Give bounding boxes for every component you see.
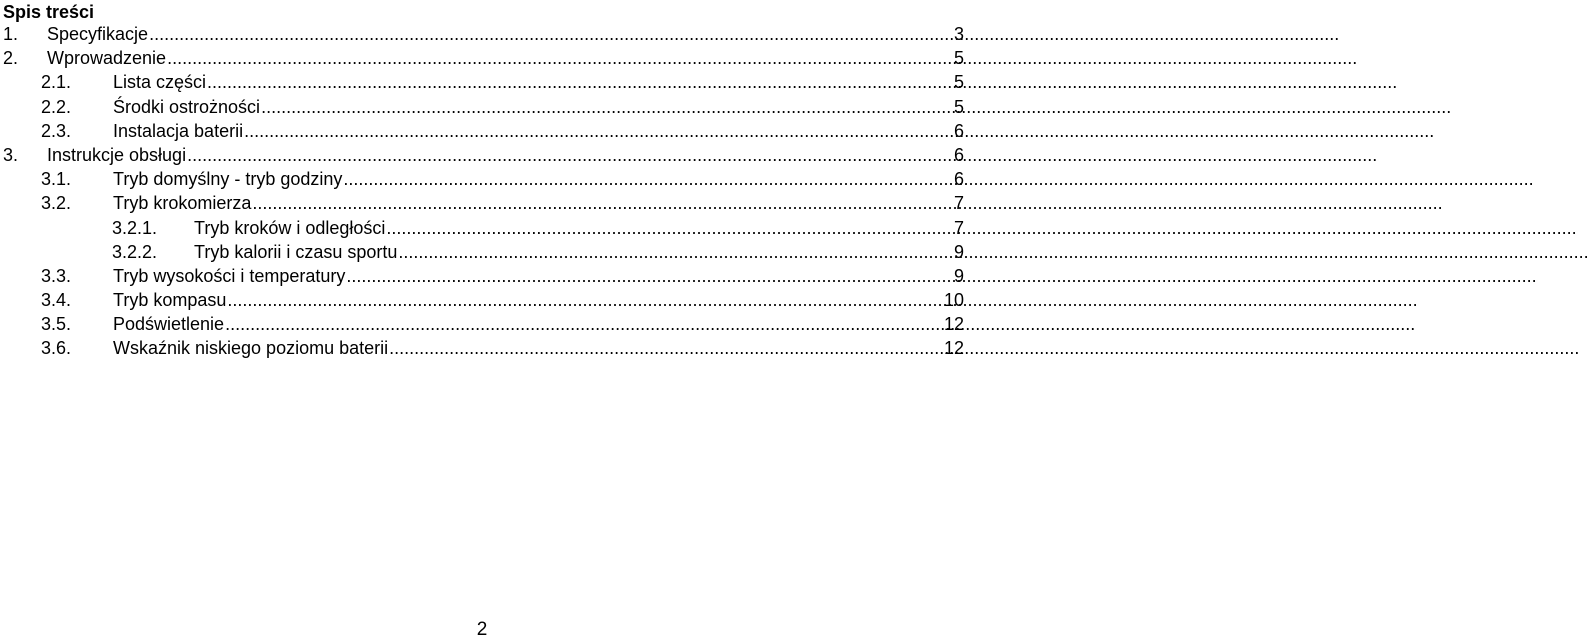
toc-entry-number: 3.3. <box>41 265 72 286</box>
toc-entry[interactable] <box>0 46 964 70</box>
toc-entry[interactable] <box>0 191 964 215</box>
toc-entry[interactable] <box>0 95 964 119</box>
toc-entry-number: 3.6. <box>41 338 72 359</box>
toc-entry-label: Lista części <box>113 72 207 93</box>
toc-entry-page: 6 <box>953 169 964 190</box>
toc-entry-number: 2.3. <box>41 120 72 141</box>
dot-leader <box>346 264 952 288</box>
toc-entry-page: 5 <box>953 48 964 69</box>
toc-entry-page: 9 <box>953 265 964 286</box>
toc-entry[interactable] <box>0 288 964 312</box>
toc-entry[interactable] <box>0 312 964 336</box>
toc-entry-page: 7 <box>953 217 964 238</box>
dot-leader <box>167 46 952 70</box>
toc-entry-number: 3.2. <box>41 193 72 214</box>
dot-leader <box>343 167 952 191</box>
toc-entry-page: 6 <box>953 144 964 165</box>
toc-list <box>0 22 964 361</box>
toc-entry-page: 6 <box>953 120 964 141</box>
toc-entry-label: Tryb kroków i odległości <box>194 217 386 238</box>
dot-leader <box>225 312 942 336</box>
toc-entry-label: Specyfikacje <box>47 24 149 44</box>
toc-entry-number: 3.2.2. <box>112 241 158 262</box>
toc-entry-label: Wskaźnik niskiego poziomu baterii <box>113 338 389 359</box>
toc-entry-number: 2. <box>3 48 19 69</box>
toc-entry-label: Tryb kompasu <box>113 290 227 311</box>
toc-entry[interactable] <box>0 119 964 143</box>
dot-leader <box>389 336 942 360</box>
toc-entry-number: 3.4. <box>41 290 72 311</box>
toc-entry-number: 1. <box>3 24 19 44</box>
toc-title: Spis treści <box>3 2 95 22</box>
toc-entry-page: 5 <box>953 72 964 93</box>
toc-entry-label: Środki ostrożności <box>113 96 261 117</box>
dot-leader <box>187 143 952 167</box>
dot-leader <box>207 70 952 94</box>
toc-entry-label: Podświetlenie <box>113 314 225 335</box>
toc-entry[interactable] <box>0 264 964 288</box>
toc-entry-number: 3.5. <box>41 314 72 335</box>
toc-entry-page: 10 <box>943 290 964 311</box>
toc-entry-label: Instrukcje obsługi <box>47 144 187 165</box>
toc-entry-number: 2.2. <box>41 96 72 117</box>
toc-entry-page: 7 <box>953 193 964 214</box>
toc-entry[interactable] <box>0 143 964 167</box>
toc-entry-page: 12 <box>943 314 964 335</box>
toc-entry-label: Tryb krokomierza <box>113 193 252 214</box>
page-number: 2 <box>476 619 488 640</box>
toc-entry-number: 3.2.1. <box>112 217 158 238</box>
dot-leader <box>252 191 952 215</box>
toc-entry[interactable] <box>0 70 964 94</box>
dot-leader <box>149 22 952 46</box>
dot-leader <box>398 240 952 264</box>
toc-entry-page: 9 <box>953 241 964 262</box>
dot-leader <box>227 288 942 312</box>
dot-leader <box>386 216 952 240</box>
dot-leader <box>244 119 952 143</box>
toc-entry[interactable] <box>0 216 964 240</box>
toc-entry[interactable] <box>0 240 964 264</box>
toc-entry-page: 3 <box>953 24 964 44</box>
toc-entry-number: 3.1. <box>41 169 72 190</box>
toc-entry[interactable] <box>0 167 964 191</box>
toc-entry-page: 5 <box>953 96 964 117</box>
toc-entry-label: Wprowadzenie <box>47 48 167 69</box>
toc-entry[interactable] <box>0 22 964 46</box>
toc-entry[interactable] <box>0 336 964 360</box>
toc-entry-page: 12 <box>943 338 964 359</box>
toc-entry-label: Tryb wysokości i temperatury <box>113 265 346 286</box>
toc-entry-number: 2.1. <box>41 72 72 93</box>
toc-entry-label: Instalacja baterii <box>113 120 244 141</box>
toc-entry-number: 3. <box>3 144 19 165</box>
toc-entry-label: Tryb kalorii i czasu sportu <box>194 241 398 262</box>
toc-entry-label: Tryb domyślny - tryb godziny <box>113 169 343 190</box>
dot-leader <box>261 95 952 119</box>
